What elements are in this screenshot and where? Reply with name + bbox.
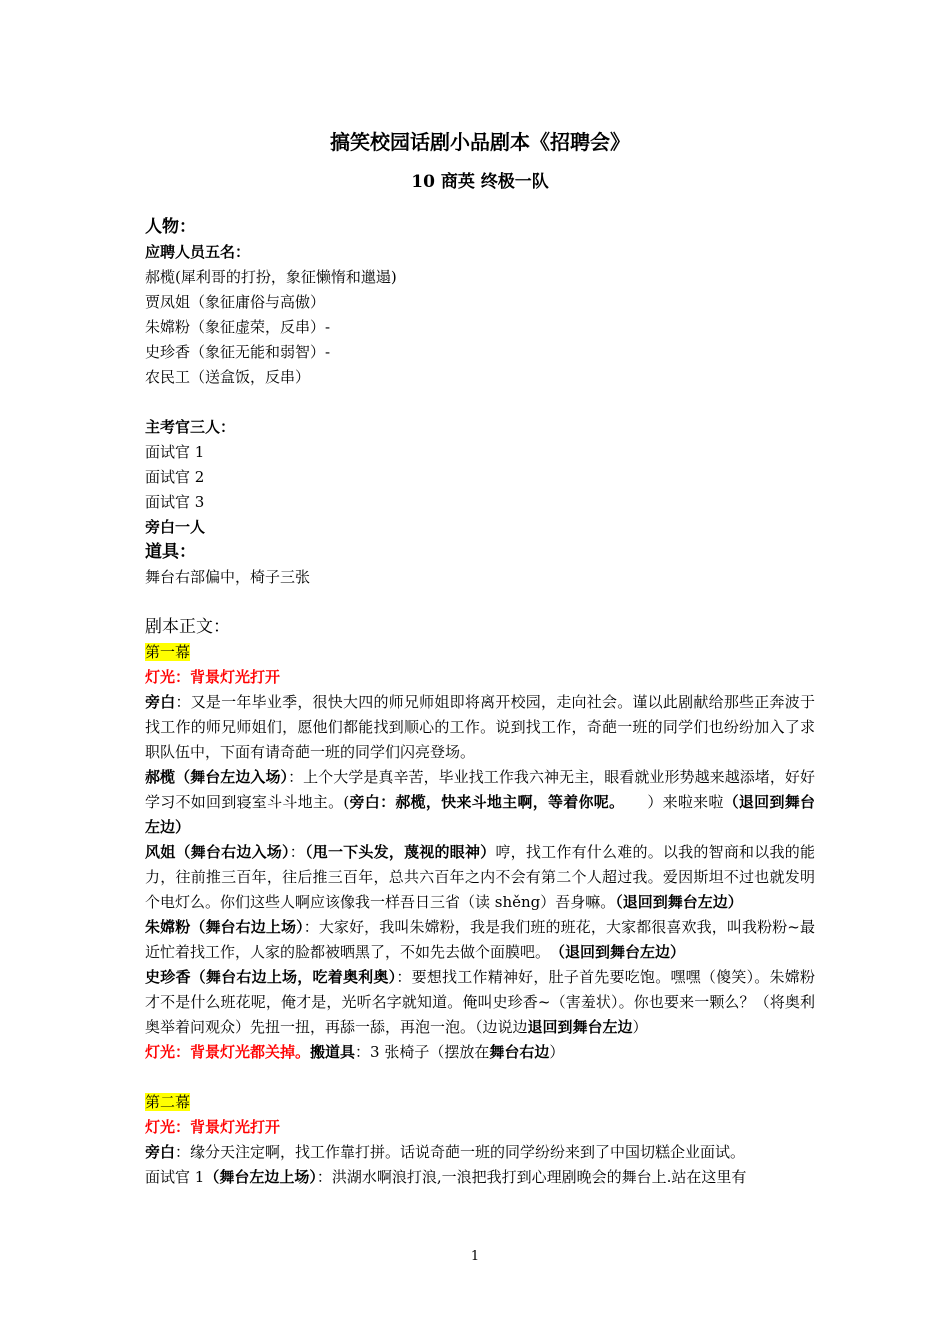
props-cue-text: ：3 张椅子（摆放在 bbox=[355, 1043, 490, 1061]
dialogue-text: ：上个大学是真辛苦，毕业找工作我六神无主，眼看就业形势越来越添堵，好好学习不如回到寝室斗斗地主。( bbox=[145, 768, 815, 811]
act1-title: 第一幕 bbox=[145, 643, 191, 661]
props-cue-label: 搬道具 bbox=[310, 1043, 356, 1061]
act1-closing-cue bbox=[145, 1040, 815, 1065]
act1-feng-line bbox=[145, 840, 815, 915]
examiner-item: 面试官 1 bbox=[145, 443, 205, 461]
dialogue-text: ） bbox=[632, 1018, 648, 1036]
document-title: 搞笑校园话剧小品剧本《招聘会》 bbox=[330, 130, 630, 154]
props-text: 舞台右部偏中，椅子三张 bbox=[145, 568, 311, 586]
light-cue: 灯光：背景灯光都关掉。 bbox=[145, 1043, 311, 1061]
narrator-line: 旁白一人 bbox=[145, 518, 206, 536]
speaker-label: 面试官 1 bbox=[145, 1168, 205, 1186]
dialogue-text: ：缘分天注定啊，找工作靠打拼。话说奇葩一班的同学纷纷来到了中国切糕企业面试。 bbox=[175, 1143, 746, 1161]
dialogue-text: ：洪湖水啊浪打浪,一浪把我打到心理剧晚会的舞台上.站在这里有 bbox=[316, 1168, 747, 1186]
stage-direction: （甩一下头发，蔑视的眼神） bbox=[305, 843, 496, 861]
act2-light-cue: 灯光：背景灯光打开 bbox=[145, 1118, 281, 1136]
speaker-label: 朱嫦粉（舞台右边上场） bbox=[145, 918, 304, 936]
act1-hao-line bbox=[145, 765, 815, 840]
script-heading: 剧本正文： bbox=[145, 617, 230, 637]
stage-direction: 舞台右边 bbox=[489, 1043, 550, 1061]
applicant-item: 朱嫦粉（象征虚荣，反串）- bbox=[145, 318, 331, 336]
characters-heading: 人物： bbox=[145, 217, 196, 237]
stage-direction: （退回到舞台左边） bbox=[145, 793, 815, 836]
speaker-label: 旁白 bbox=[145, 693, 176, 711]
speaker-label: 旁白 bbox=[145, 1143, 176, 1161]
act2-interviewer-line bbox=[145, 1165, 815, 1190]
dialogue-text: ：大家好，我叫朱嫦粉，我是我们班的班花，大家都很喜欢我，叫我粉粉~最近忙着找工作，人家的脸都被晒黑了，不如先去做个面膜吧。 bbox=[145, 918, 815, 961]
dialogue-text: 哼，找工作有什么难的。以我的智商和以我的能力，往前推三百年，往后推三百年，总共六百年之内不会有第二个人超过我。爱因斯坦不过也就发明个电灯么。你们这些人啊应该像我一样吾日三省（读 shěng）吾身嘛。 bbox=[145, 843, 815, 911]
stage-direction: 退回到舞台左边 bbox=[527, 1018, 633, 1036]
props-cue-text: ） bbox=[549, 1043, 565, 1061]
page-number: 1 bbox=[470, 1249, 480, 1264]
applicant-item: 郝榄(犀利哥的打扮，象征懒惰和邋遢) bbox=[145, 268, 397, 286]
props-heading: 道具： bbox=[145, 542, 196, 562]
stage-direction: （舞台左边上场） bbox=[204, 1168, 317, 1186]
dialogue-text: ：又是一年毕业季，很快大四的师兄师姐即将离开校园，走向社会。谨以此剧献给那些正奔波于找工作的师兄师姐们，愿他们都能找到顺心的工作。说到找工作，奇葩一班的同学们也纷纷加入了求职队伍中，下面有请奇葩一班的同学们闪亮登场。 bbox=[145, 693, 815, 761]
examiner-item: 面试官 3 bbox=[145, 493, 205, 511]
applicant-item: 农民工（送盒饭，反串） bbox=[145, 368, 311, 386]
dialogue-text: ）来啦来啦 bbox=[616, 793, 724, 811]
speaker-label: 郝榄（舞台左边入场） bbox=[145, 768, 289, 786]
act1-shi-line bbox=[145, 965, 815, 1040]
act2-narration bbox=[145, 1140, 815, 1165]
act1-narration bbox=[145, 690, 815, 765]
examiner-item: 面试官 2 bbox=[145, 468, 205, 486]
dialogue-text: ：要想找工作精神好，肚子首先要吃饱。嘿嘿（傻笑）。朱嫦粉才不是什么班花呢，俺才是，光听名字就知道。俺叫史珍香~（害羞状）。你也要来一颗么？（将奥利奥举着问观众）先扭一扭，再舔一舔，再泡一泡。（边说边 bbox=[145, 968, 815, 1036]
speaker-label: 风姐（舞台右边入场） bbox=[145, 843, 290, 861]
examiners-heading: 主考官三人： bbox=[145, 418, 236, 436]
document-subtitle: 10 商英 终极一队 bbox=[411, 172, 549, 192]
dialogue-text: ： bbox=[289, 843, 305, 861]
document-body bbox=[145, 127, 815, 1190]
applicant-item: 史珍香（象征无能和弱智）- bbox=[145, 343, 331, 361]
speaker-label: 史珍香（舞台右边上场，吃着奥利奥） bbox=[145, 968, 397, 986]
act2-title: 第二幕 bbox=[145, 1093, 191, 1111]
stage-direction: （退回到舞台左边） bbox=[557, 943, 686, 961]
aside-text: 旁白：郝榄，快来斗地主啊，等着你呢。 bbox=[349, 793, 617, 811]
act1-zhu-line bbox=[145, 915, 815, 965]
applicant-item: 贾凤姐（象征庸俗与高傲） bbox=[145, 293, 326, 311]
act1-light-cue: 灯光：背景灯光打开 bbox=[145, 668, 281, 686]
applicants-heading: 应聘人员五名： bbox=[145, 243, 251, 261]
stage-direction: （退回到舞台左边） bbox=[615, 893, 743, 911]
